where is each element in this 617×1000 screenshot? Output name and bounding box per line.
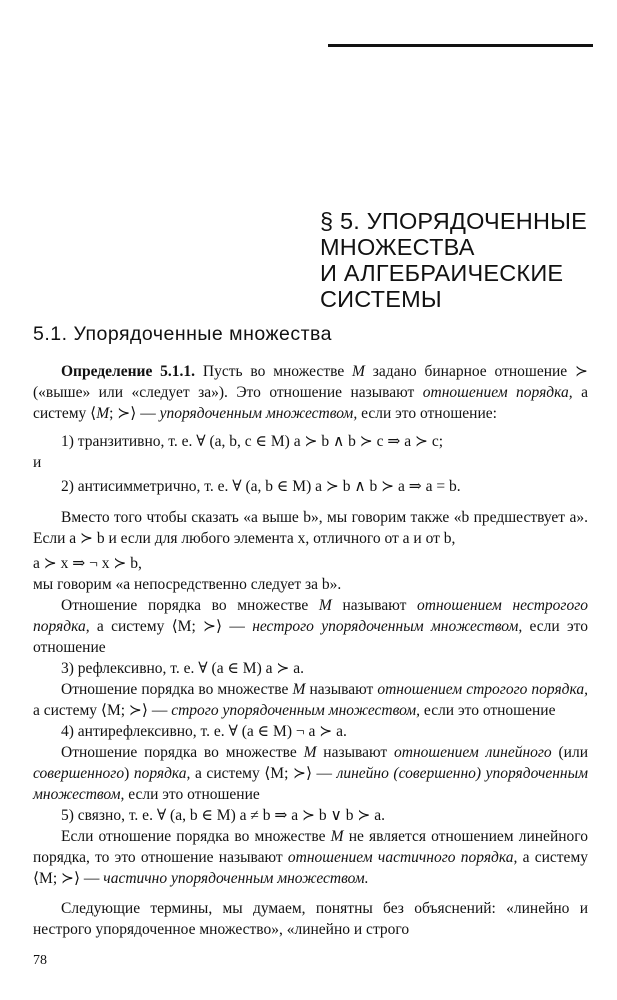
conjunction: и [33,454,42,471]
partial-paragraph: Если отношение порядка во множестве M не является отношением линейного порядка, то это отношение называют отношением частичного порядка, а систему ⟨M; ≻⟩ — частично упорядоченным множеством. [33,828,588,887]
term: строго упорядоченным множеством, [171,702,421,719]
linear-paragraph: Отношение порядка во множестве M называют отношением линейного (или совершенного) порядка, а систему ⟨M; ≻⟩ — линейно (совершенно) упорядоченным множеством, если это отношение [33,744,588,803]
chapter-heading-line: § 5. УПОРЯДОЧЕННЫЕ [320,208,587,234]
term: отношением нестрогого порядка, [33,597,588,635]
chapter-heading-line: МНОЖЕСТВА [320,234,475,260]
page-number: 78 [33,953,47,968]
term: частично упорядоченным множеством. [103,870,369,887]
item-1: 1) транзитивно, т. е. ∀ (a, b, c ∈ M) a ≻ b ∧ b ≻ c ⇒ a ≻ c; [61,433,444,450]
cover-conclusion: мы говорим «a непосредственно следует за b». [33,576,342,593]
item-5: 5) связно, т. е. ∀ (a, b ∈ M) a ≠ b ⇒ a ≻ b ∨ b ≻ a. [61,807,385,824]
term: нестрого упорядоченным множеством, [252,618,523,635]
definition-label: Определение 5.1.1. [61,363,196,380]
strict-paragraph: Отношение порядка во множестве M называют отношением строгого порядка, а систему ⟨M; ≻⟩ — строго упорядоченным множеством, если это отношение [33,681,589,719]
definition-paragraph: Определение 5.1.1. Пусть во множестве M задано бинарное отношение ≻ («выше» или «следует за»). Это отношение называют отношением порядка, а систему ⟨M; ≻⟩ — упорядоченным множеством, если это отношение: [33,363,588,422]
chapter-heading-line: СИСТЕМЫ [320,286,442,312]
term: упорядоченным множеством, [159,405,358,422]
term: отношением частичного порядка, [287,849,518,866]
nonstrict-paragraph: Отношение порядка во множестве M называют отношением нестрогого порядка, а систему ⟨M; ≻⟩ — нестрого упорядоченным множеством, если это отношение [33,597,588,656]
terms-paragraph: Следующие термины, мы думаем, понятны без объяснений: «линейно и нестрого упорядоченное множество», «линейно и строго [33,900,588,938]
item-4: 4) антирефлексивно, т. е. ∀ (a ∈ M) ¬ a ≻ a. [61,723,347,740]
chapter-heading-line: И АЛГЕБРАИЧЕСКИЕ [320,260,564,286]
term: совершенного [33,765,125,782]
term: отношением строгого порядка, [377,681,589,698]
item-2: 2) антисимметрично, т. е. ∀ (a, b ∈ M) a ≻ b ∧ b ≻ a ⇒ a = b. [61,478,461,495]
cover-paragraph: Вместо того чтобы сказать «a выше b», мы говорим также «b предшествует a». Если a ≻ b и если для любого элемента x, отличного от a и от b, [33,509,588,547]
term: отношением порядка, [422,384,573,401]
body-text [33,361,588,940]
header-rule [328,44,593,47]
item-3: 3) рефлексивно, т. е. ∀ (a ∈ M) a ≻ a. [61,660,304,677]
term: порядка, [133,765,191,782]
cover-formula: a ≻ x ⇒ ¬ x ≻ b, [33,555,142,572]
section-heading: 5.1. Упорядоченные множества [33,323,333,345]
term: линейно (совершенно) упорядоченным множеством, [33,765,588,803]
chapter-heading [320,208,610,312]
term: отношением линейного [394,744,552,761]
